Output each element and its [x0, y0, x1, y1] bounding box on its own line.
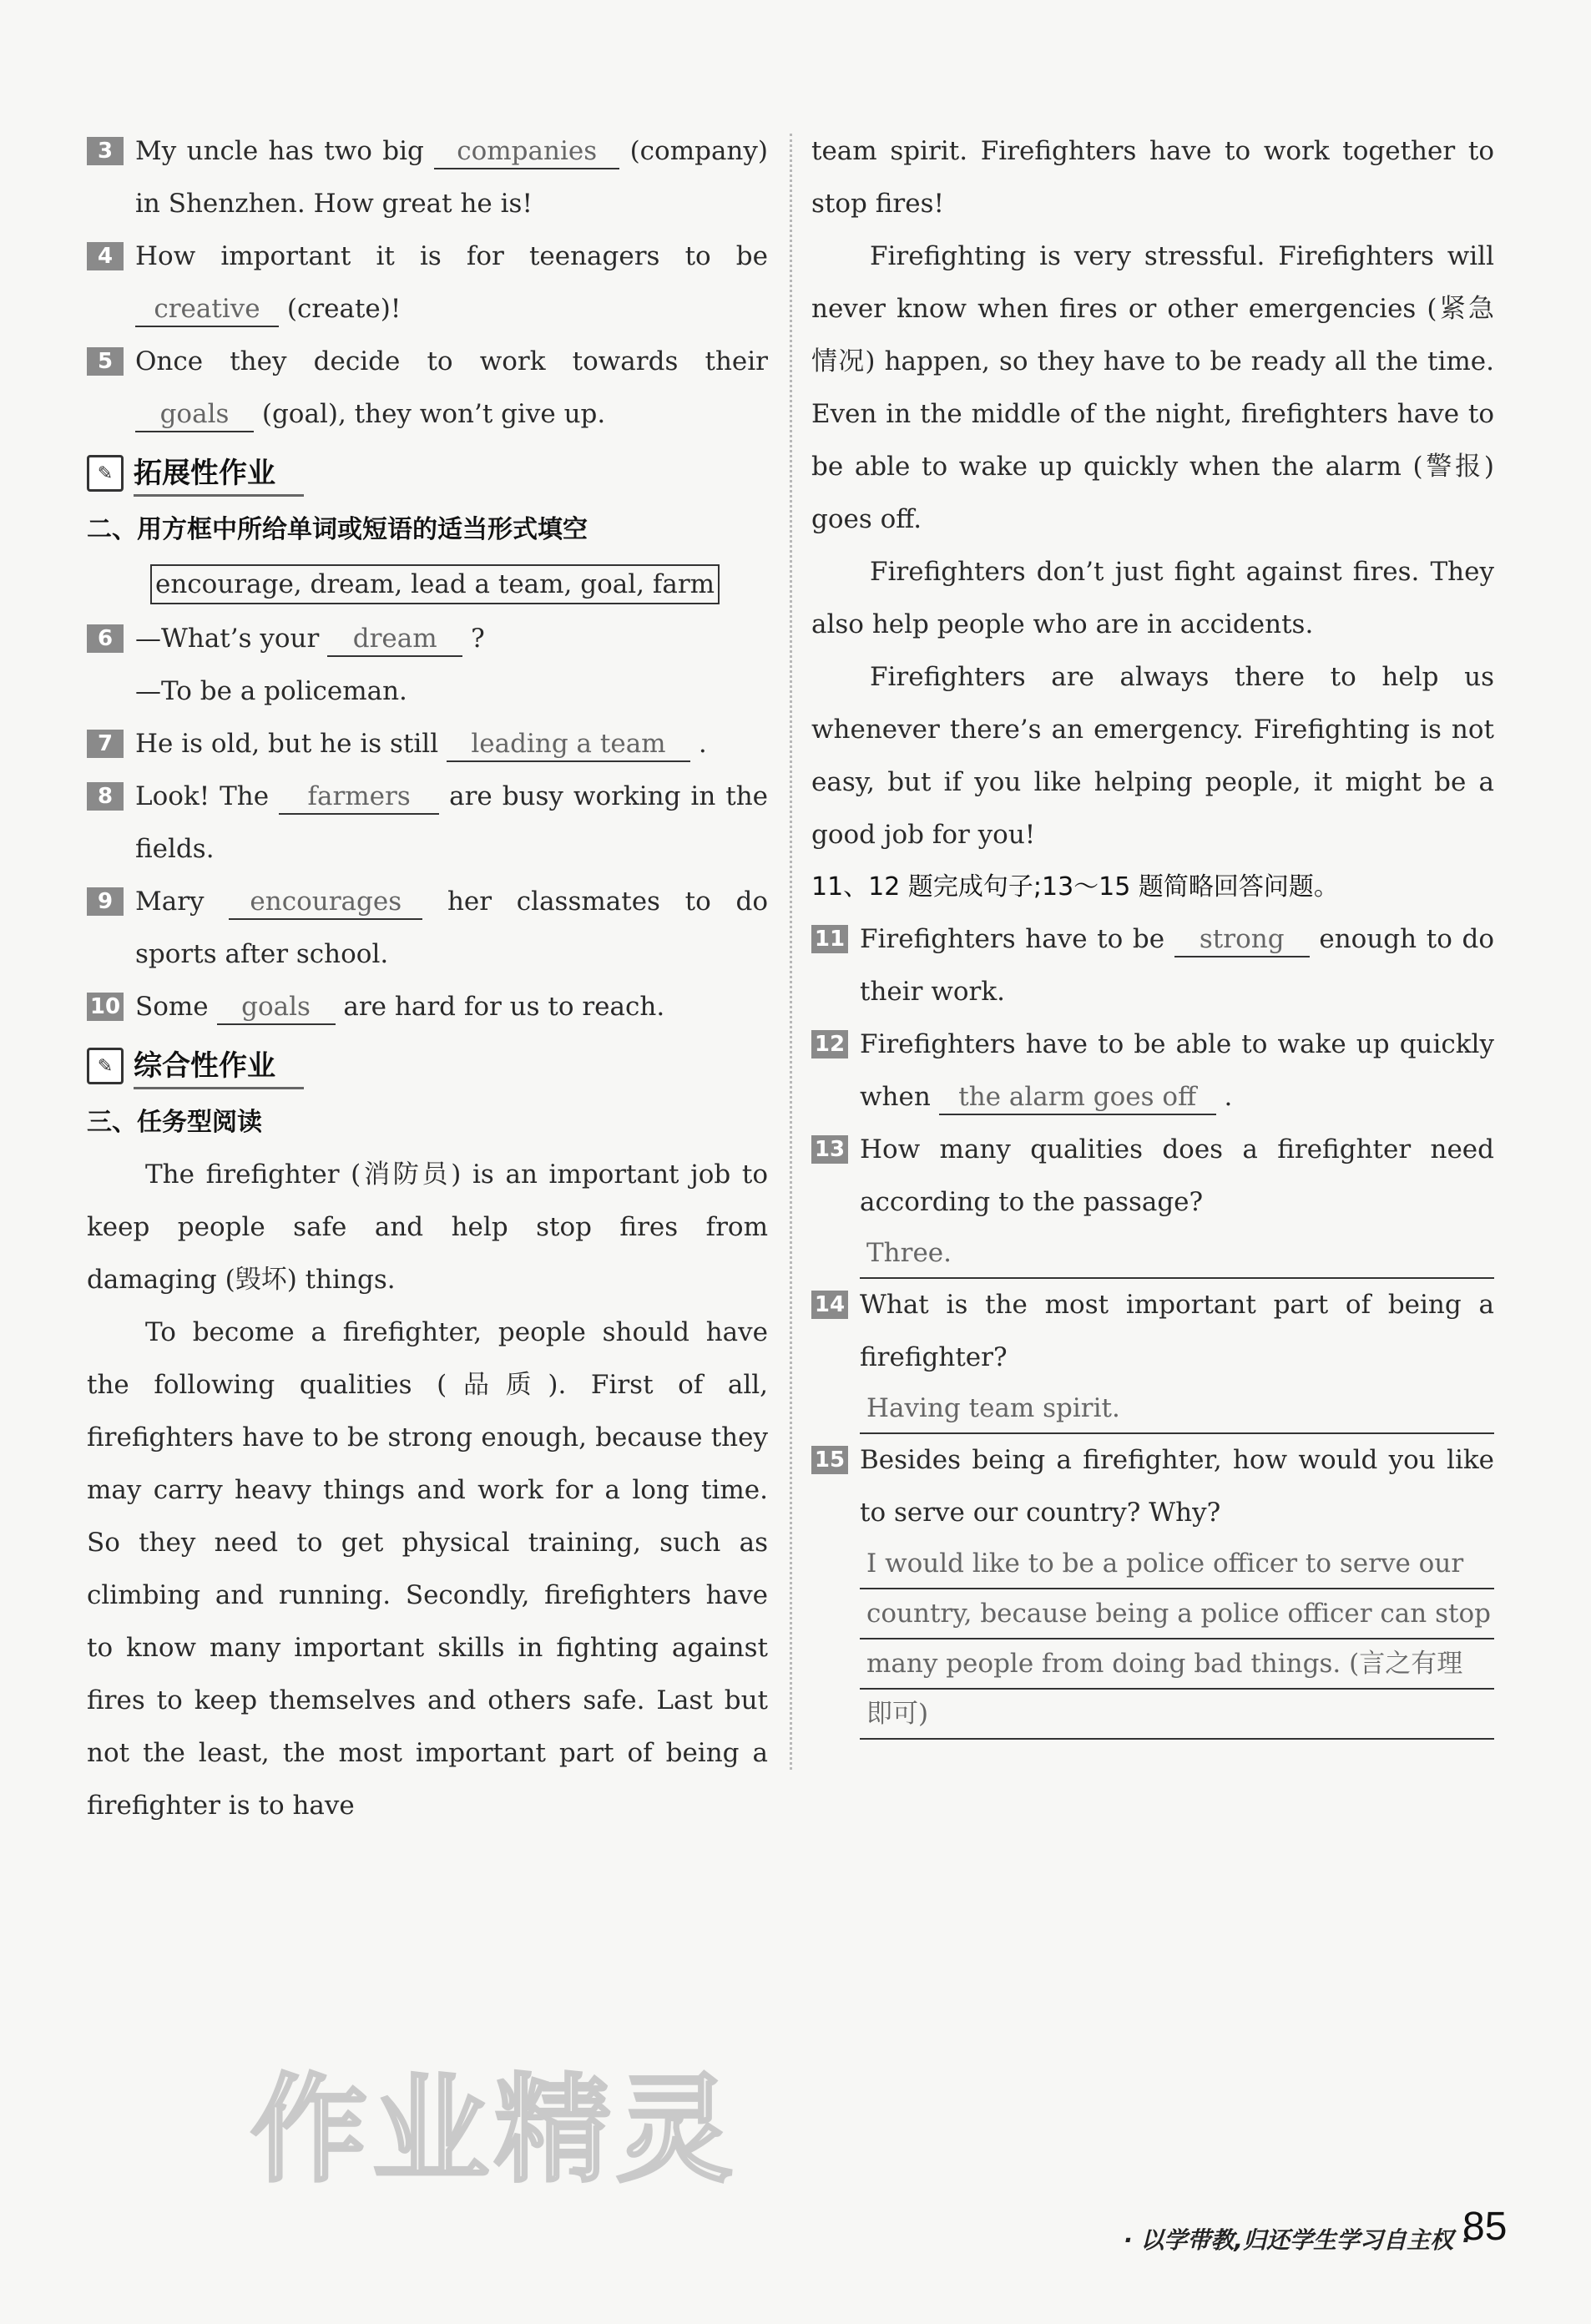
question-text: her classmates to do sports after school. [135, 887, 768, 969]
answer-blank[interactable]: goals [135, 397, 254, 432]
task-instruction: 11、12 题完成句子;13～15 题简略回答问题。 [811, 872, 1339, 902]
watermark-logo: 作业精灵 [250, 2063, 739, 2199]
question-11 [811, 913, 1494, 1018]
question-number: 11 [811, 925, 848, 953]
question-text: —To be a policeman. [135, 676, 407, 706]
question-5 [87, 336, 768, 441]
answer-line[interactable]: I would like to be a police officer to serve our [860, 1539, 1494, 1589]
question-number: 15 [811, 1446, 848, 1474]
question-number: 13 [811, 1135, 848, 1164]
section-extension-header [87, 446, 768, 501]
question-text: Mary [135, 887, 205, 917]
answer-blank[interactable]: creative [135, 292, 279, 327]
question-number: 10 [87, 993, 124, 1021]
question-text: enough to do their work. [860, 924, 1494, 1007]
question-14 [811, 1279, 1494, 1434]
question-12 [811, 1018, 1494, 1124]
question-text: are hard for us to reach. [343, 992, 665, 1022]
answer-blank[interactable]: strong [1174, 922, 1310, 957]
question-4 [87, 230, 768, 336]
question-number: 7 [87, 730, 124, 758]
answer-line[interactable]: Three. [860, 1229, 1494, 1279]
question-number: 6 [87, 624, 124, 653]
question-text: Firefighters have to be [860, 924, 1165, 954]
question-8 [87, 770, 768, 876]
right-column [811, 125, 1494, 1740]
question-text: Look! The [135, 781, 270, 811]
pencil-icon: ✎ [87, 455, 124, 492]
answer-blank[interactable]: goals [217, 990, 336, 1025]
question-text: . [698, 729, 707, 759]
question-15 [811, 1434, 1494, 1740]
question-number: 8 [87, 782, 124, 811]
question-text: ? [471, 624, 485, 654]
question-text: (company) in Shenzhen. How great he is! [135, 136, 768, 219]
question-7 [87, 718, 768, 770]
answer-blank[interactable]: dream [327, 622, 462, 657]
question-text: Besides being a firefighter, how would you like to serve our country? Why? [860, 1445, 1494, 1528]
reading-paragraph: Firefighters are always there to help us whenever there’s an emergency. Firefighting is not easy, but if you like helping people, it might be a good job for you! [811, 662, 1494, 850]
question-number: 9 [87, 887, 124, 916]
reading-paragraph: The firefighter (消防员) is an important job to keep people safe and help stop fires from damaging (毁坏) things. [87, 1159, 768, 1295]
question-text: . [1224, 1082, 1233, 1112]
reading-paragraph: team spirit. Firefighters have to work together to stop fires! [811, 136, 1494, 219]
question-text: —What’s your [135, 624, 320, 654]
answer-blank[interactable]: the alarm goes off [939, 1080, 1216, 1115]
question-text: My uncle has two big [135, 136, 424, 166]
section-comprehensive-header [87, 1038, 768, 1094]
question-9 [87, 876, 768, 981]
section-instruction: 三、任务型阅读 [87, 1108, 262, 1137]
question-number: 12 [811, 1030, 848, 1058]
answer-blank[interactable]: farmers [279, 780, 439, 815]
answer-line[interactable]: 即可) [860, 1690, 1494, 1740]
answer-line[interactable]: Having team spirit. [860, 1384, 1494, 1434]
reading-paragraph: Firefighters don’t just fight against fires. They also help people who are in accidents. [811, 557, 1494, 639]
question-text: Some [135, 992, 209, 1022]
reading-paragraph: Firefighting is very stressful. Firefighters will never know when fires or other emergencies (紧急情况) happen, so they have to be ready all the time. Even in the middle of the night, firefighters have to be able to wake up quickly when the alarm (警报) goes off. [811, 241, 1494, 534]
question-text: (goal), they won’t give up. [261, 399, 606, 429]
question-number: 3 [87, 137, 124, 165]
reading-paragraph: To become a firefighter, people should have the following qualities (品质). First of all, firefighters have to be strong enough, because they may carry heavy things and work for a long time. So they need to get physical training, such as climbing and running. Secondly, firefighters have to know many important skills in fighting against fires to keep themselves and others safe. Last but not the least, the most important part of being a firefighter is to have [87, 1317, 768, 1821]
section-instruction: 二、用方框中所给单词或短语的适当形式填空 [87, 515, 588, 544]
question-3 [87, 125, 768, 230]
question-text: Firefighters have to be able to wake up quickly when [860, 1029, 1494, 1112]
page-number: 85 [1462, 2205, 1508, 2249]
question-10 [87, 981, 768, 1033]
question-6 [87, 613, 768, 718]
question-text: (create)! [286, 294, 402, 324]
question-text: What is the most important part of being a firefighter? [860, 1290, 1494, 1372]
left-column [87, 125, 768, 1832]
question-text: He is old, but he is still [135, 729, 439, 759]
answer-blank[interactable]: companies [434, 134, 619, 169]
question-number: 5 [87, 347, 124, 376]
answer-line[interactable]: many people from doing bad things. (言之有理 [860, 1639, 1494, 1690]
footer-slogan: · 以学带教,归还学生学习自主权 · [1124, 2226, 1471, 2254]
column-divider [790, 134, 792, 1770]
word-bank-box: encourage, dream, lead a team, goal, farm [150, 564, 720, 604]
question-text: are busy working in the fields. [135, 781, 769, 864]
question-13 [811, 1124, 1494, 1279]
answer-blank[interactable]: encourages [229, 885, 422, 920]
question-number: 14 [811, 1291, 848, 1319]
question-text: How important it is for teenagers to be [135, 241, 768, 271]
answer-line[interactable]: country, because being a police officer can stop [860, 1589, 1494, 1639]
section-title: 综合性作业 [134, 1043, 304, 1089]
section-title: 拓展性作业 [134, 450, 304, 497]
question-text: Once they decide to work towards their [135, 346, 768, 376]
answer-blank[interactable]: leading a team [447, 727, 690, 762]
question-number: 4 [87, 242, 124, 270]
pencil-icon: ✎ [87, 1048, 124, 1084]
question-text: How many qualities does a firefighter need according to the passage? [860, 1134, 1494, 1217]
